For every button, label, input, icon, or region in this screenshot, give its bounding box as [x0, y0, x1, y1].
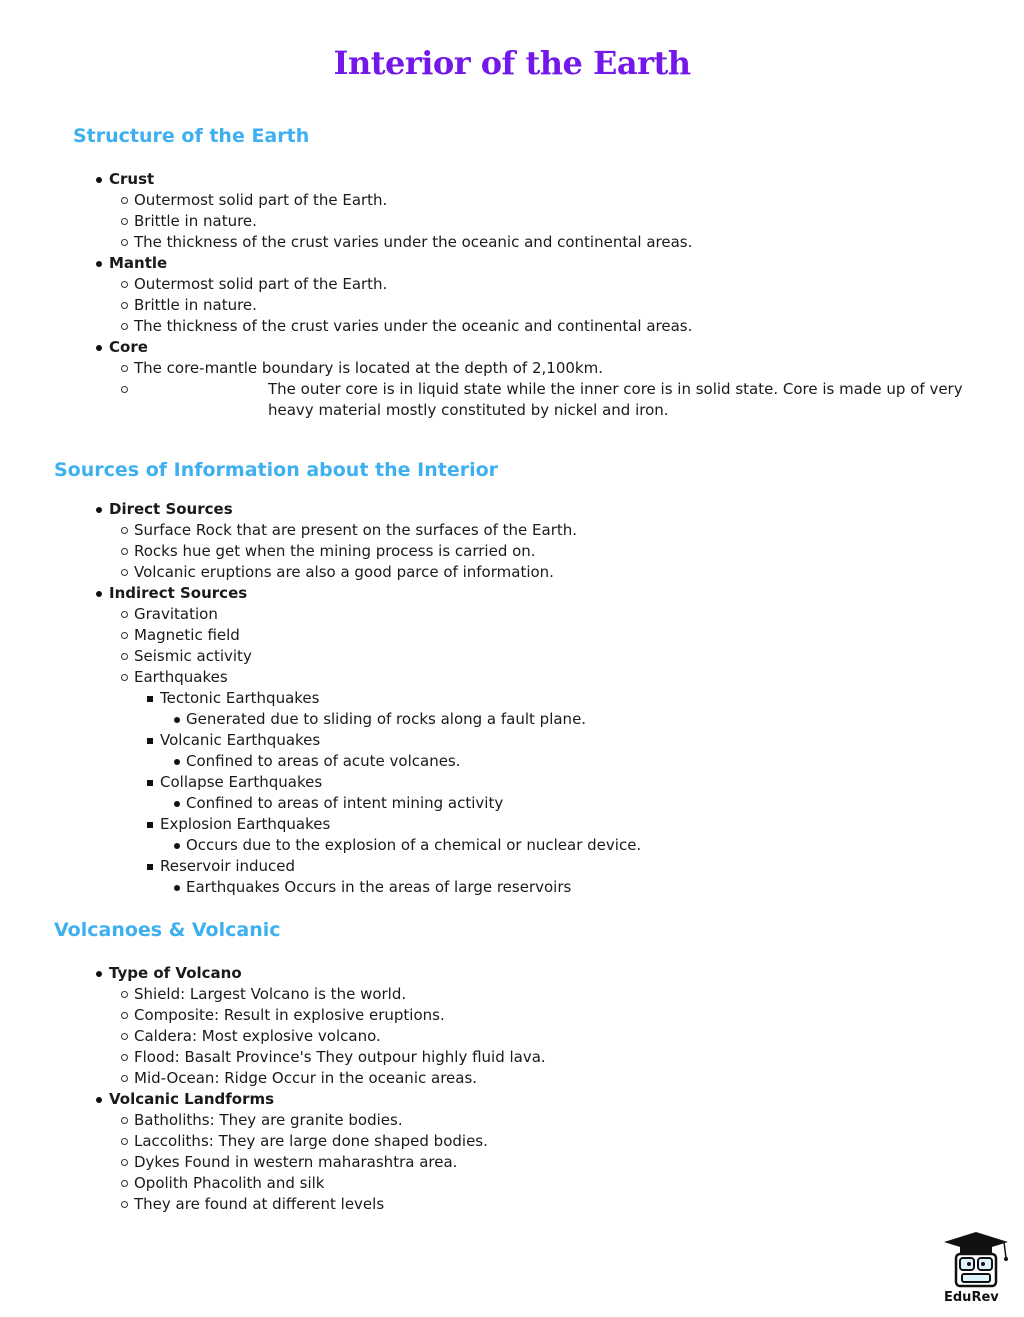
list-item: The core-mantle boundary is located at the depth of 2,100km. — [0, 358, 1024, 379]
list-item: Crust — [0, 169, 1024, 190]
list-item: Direct Sources — [0, 499, 1024, 520]
list-item: Earthquakes Occurs in the areas of large reservoirs — [0, 877, 1024, 898]
list-item: Outermost solid part of the Earth. — [0, 190, 1024, 211]
list-item: Collapse Earthquakes — [0, 772, 1024, 793]
list-item: Reservoir induced — [0, 856, 1024, 877]
list-item: Volcanic eruptions are also a good parce of information. — [0, 562, 1024, 583]
section-heading-volcanoes: Volcanoes & Volcanic — [54, 919, 281, 941]
list-item: Outermost solid part of the Earth. — [0, 274, 1024, 295]
list-item: The thickness of the crust varies under the oceanic and continental areas. — [0, 232, 1024, 253]
list-item: Brittle in nature. — [0, 295, 1024, 316]
list-item: Mantle — [0, 253, 1024, 274]
list-item: Flood: Basalt Province's They outpour highly fluid lava. — [0, 1047, 1024, 1068]
list-item: Laccoliths: They are large done shaped bodies. — [0, 1131, 1024, 1152]
list-item: Rocks hue get when the mining process is carried on. — [0, 541, 1024, 562]
list-item: Mid-Ocean: Ridge Occur in the oceanic areas. — [0, 1068, 1024, 1089]
list-item: Surface Rock that are present on the surfaces of the Earth. — [0, 520, 1024, 541]
list-item: Brittle in nature. — [0, 211, 1024, 232]
list-item: Opolith Phacolith and silk — [0, 1173, 1024, 1194]
list-item: Gravitation — [0, 604, 1024, 625]
edurev-logo-text: EduRev — [944, 1290, 999, 1305]
sources-list — [0, 499, 1024, 898]
list-item: Seismic activity — [0, 646, 1024, 667]
list-item: Generated due to sliding of rocks along a fault plane. — [0, 709, 1024, 730]
list-item: Confined to areas of intent mining activity — [0, 793, 1024, 814]
list-item: Occurs due to the explosion of a chemical or nuclear device. — [0, 835, 1024, 856]
list-item: Earthquakes — [0, 667, 1024, 688]
list-item: Shield: Largest Volcano is the world. — [0, 984, 1024, 1005]
list-item: Confined to areas of acute volcanes. — [0, 751, 1024, 772]
volcanoes-list — [0, 963, 1024, 1215]
structure-list — [0, 169, 1024, 421]
list-item: Magnetic field — [0, 625, 1024, 646]
section-heading-structure: Structure of the Earth — [73, 125, 310, 147]
list-item: Caldera: Most explosive volcano. — [0, 1026, 1024, 1047]
list-item: The thickness of the crust varies under the oceanic and continental areas. — [0, 316, 1024, 337]
list-item: The outer core is in liquid state while the inner core is in solid state. Core is made up of very heavy material mostly constituted by nickel and iron. — [0, 379, 1024, 421]
list-item: Explosion Earthquakes — [0, 814, 1024, 835]
list-item: Volcanic Earthquakes — [0, 730, 1024, 751]
section-heading-sources: Sources of Information about the Interior — [54, 459, 499, 481]
list-item: Composite: Result in explosive eruptions. — [0, 1005, 1024, 1026]
list-item: Dykes Found in western maharashtra area. — [0, 1152, 1024, 1173]
list-item: Batholiths: They are granite bodies. — [0, 1110, 1024, 1131]
list-item: They are found at different levels — [0, 1194, 1024, 1215]
page-title: Interior of the Earth — [333, 44, 691, 82]
list-item: Tectonic Earthquakes — [0, 688, 1024, 709]
list-item: Volcanic Landforms — [0, 1089, 1024, 1110]
list-item: Type of Volcano — [0, 963, 1024, 984]
list-item: Indirect Sources — [0, 583, 1024, 604]
list-item: Core — [0, 337, 1024, 358]
